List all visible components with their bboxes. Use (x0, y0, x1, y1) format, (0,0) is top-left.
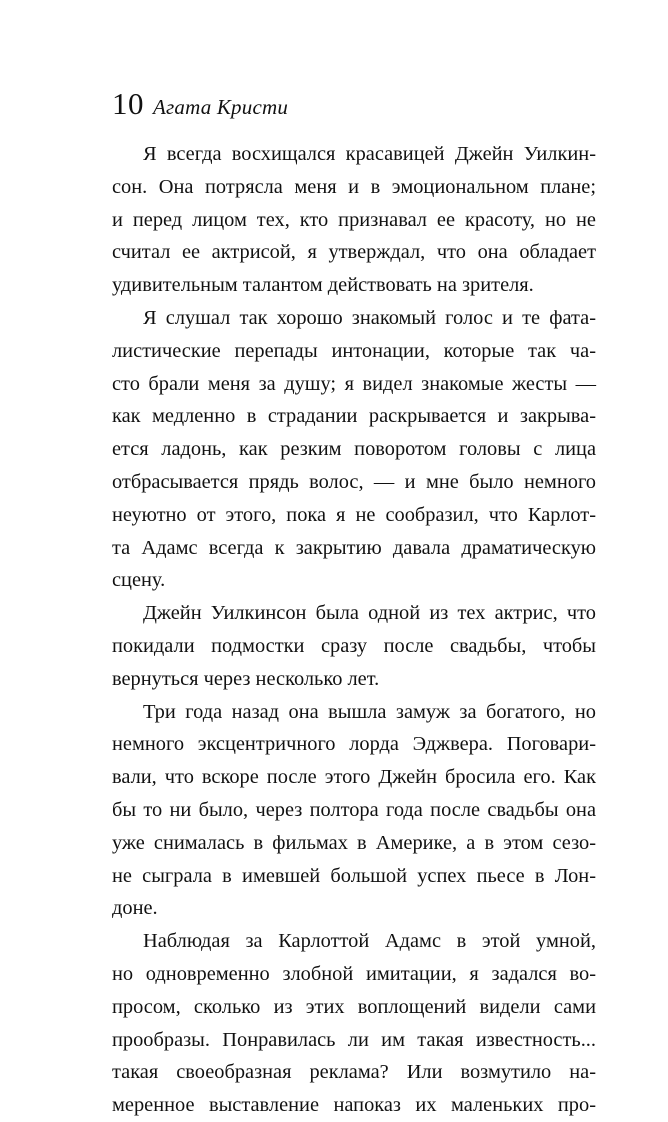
text-line: отбрасывается прядь волос, — и мне было немного (112, 470, 596, 493)
text-line: удивительным талантом действовать на зрителя. (112, 274, 534, 297)
text-line: считал ее актрисой, я утверждал, что она обладает (112, 241, 596, 264)
text-line: сон. Она потрясла меня и в эмоциональном плане; (112, 175, 596, 198)
text-line: Три года назад она вышла замуж за богатого, но (143, 700, 596, 723)
text-line: та Адамс всегда к закрытию давала драматическую (112, 536, 596, 559)
body-text (112, 138, 596, 1122)
paragraph-1 (112, 138, 596, 302)
text-line: прообразы. Понравилась ли им такая известность... (112, 1028, 596, 1051)
text-line: не сыграла в имевшей большой успех пьесе в Лон- (112, 864, 596, 887)
text-line: покидали подмостки сразу после свадьбы, чтобы (112, 634, 596, 657)
text-line: просом, сколько из этих воплощений видели сами (112, 995, 596, 1018)
text-line: немного эксцентричного лорда Эджвера. Поговари- (112, 733, 596, 756)
text-line: уже снималась в фильмах в Америке, а в этом сезо- (112, 831, 596, 854)
text-line: меренное выставление напоказ их маленьких про- (112, 1094, 596, 1117)
text-line: как медленно в страдании раскрывается и закрыва- (112, 405, 596, 428)
text-line: неуютно от этого, пока я не сообразил, что Карлот- (112, 503, 596, 526)
text-line: ется ладонь, как резким поворотом головы с лица (112, 438, 596, 461)
book-author: Агата Кристи (153, 95, 289, 119)
text-line: вернуться через несколько лет. (112, 667, 380, 690)
paragraph-5 (112, 925, 596, 1122)
text-line: Я всегда восхищался красавицей Джейн Уилкин- (143, 143, 596, 165)
paragraph-2 (112, 302, 596, 597)
text-line: но одновременно злобной имитации, я задался во- (112, 962, 596, 985)
text-line: сто брали меня за душу; я видел знакомые жесты — (112, 372, 596, 395)
paragraph-4 (112, 696, 596, 926)
text-line: Наблюдая за Карлоттой Адамс в этой умной, (143, 930, 596, 953)
text-line: доне. (112, 897, 158, 920)
running-head (112, 84, 288, 124)
text-line: и перед лицом тех, кто признавал ее красоту, но не (112, 208, 596, 231)
page-number: 10 (112, 86, 144, 121)
text-line: вали, что вскоре после этого Джейн бросила его. Как (112, 766, 596, 789)
text-line: такая своеобразная реклама? Или возмутило на- (112, 1061, 596, 1084)
text-line: листические перепады интонации, которые так ча- (112, 339, 596, 362)
text-line: Джейн Уилкинсон была одной из тех актрис, что (143, 602, 596, 625)
paragraph-3 (112, 597, 596, 695)
text-line: Я слушал так хорошо знакомый голос и те фата- (143, 306, 596, 329)
text-line: бы то ни было, через полтора года после свадьбы она (112, 798, 596, 821)
text-line: сцену. (112, 569, 166, 592)
